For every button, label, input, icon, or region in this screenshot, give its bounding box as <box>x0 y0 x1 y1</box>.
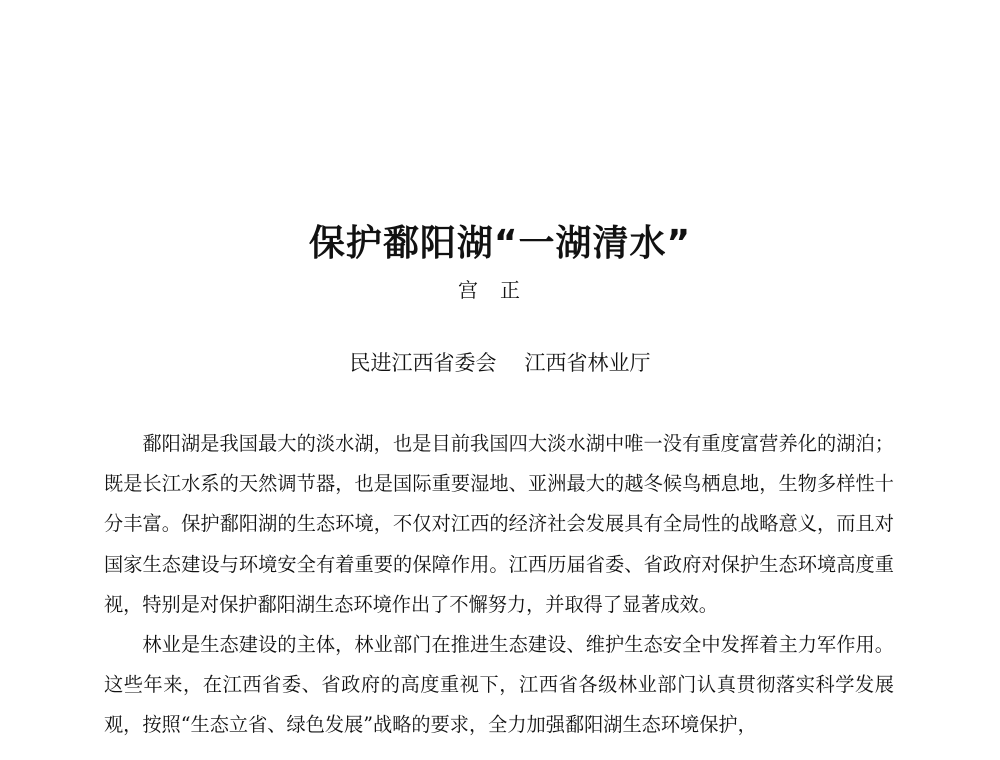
article-author: 宫正 <box>458 278 542 302</box>
affiliation-1: 民进江西省委会 <box>349 351 497 375</box>
article-title: 保护鄱阳湖“一湖清水” <box>308 223 692 265</box>
body-paragraph-2: 林业是生态建设的主体，林业部门在推进生态建设、维护生态安全中发挥着主力军作用。这些年来，在江西省委、省政府的高度重视下，江西省各级林业部门认真贯彻落实科学发展观，按照“生态立省、绿色发展”战略的要求，全力加强鄱阳湖生态环境保护， <box>104 633 894 737</box>
affiliation-2: 江西省林业厅 <box>524 351 651 375</box>
article-body <box>104 424 894 746</box>
body-paragraph-1: 鄱阳湖是我国最大的淡水湖，也是目前我国四大淡水湖中唯一没有重度富营养化的湖泊；既是长江水系的天然调节器，也是国际重要湿地、亚洲最大的越冬候鸟栖息地，生物多样性十分丰富。保护鄱阳湖的生态环境，不仅对江西的经济社会发展具有全局性的战略意义，而且对国家生态建设与环境安全有着重要的保障作用。江西历届省委、省政府对保护生态环境高度重视，特别是对保护鄱阳湖生态环境作出了不懈努力，并取得了显著成效。 <box>104 432 894 616</box>
author-affiliations <box>0 348 1000 378</box>
